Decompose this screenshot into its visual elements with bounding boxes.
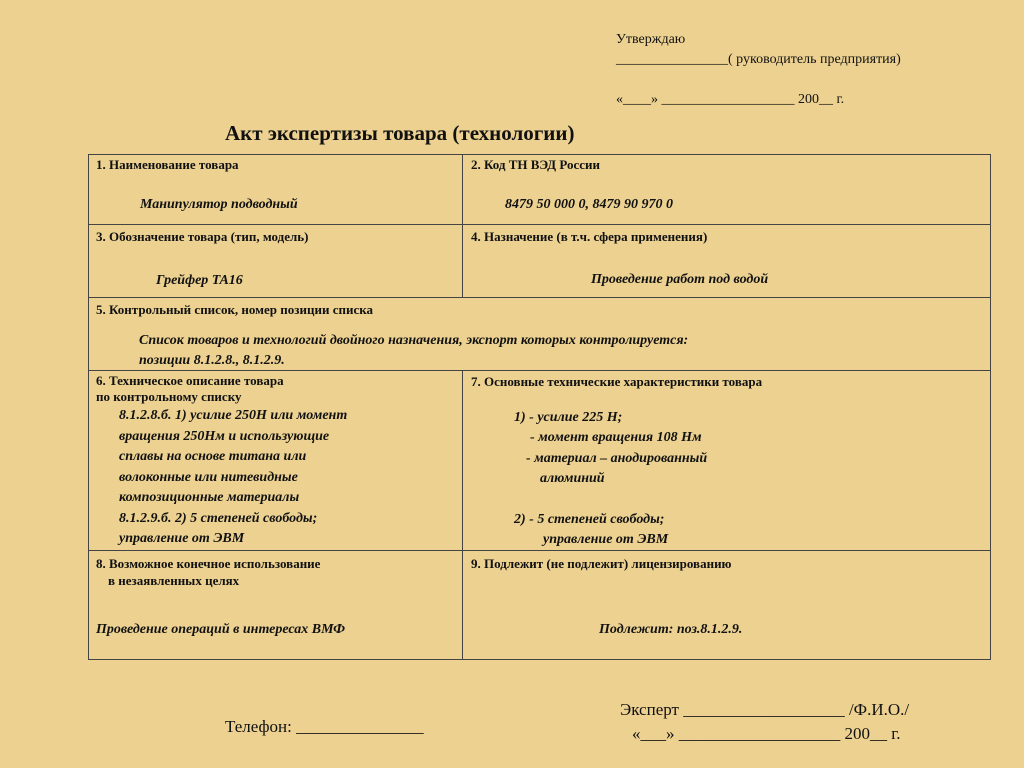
cell-4-header: 4. Назначение (в т.ч. сфера применения) [471,229,708,244]
table-rule-top [88,154,991,155]
cell-8-header-line: 8. Возможное конечное использование [96,556,321,571]
cell-3-header: 3. Обозначение товара (тип, модель) [96,229,309,244]
table-rule-row4 [88,550,991,551]
expertise-table [88,154,991,660]
table-rule-right [990,154,991,660]
table-rule-bottom [88,659,991,660]
cell-7-value-line: - момент вращения 108 Нм [530,430,702,445]
expert-date-line: «___» ___________________ 200__ г. [632,724,901,743]
cell-7-header: 7. Основные технические характеристики товара [471,374,763,389]
cell-5-header: 5. Контрольный список, номер позиции списка [96,302,374,317]
cell-8-header-line: в незаявленных целях [108,573,240,588]
phone-line: Телефон: _______________ [225,717,424,736]
cell-6-header-line: 6. Техническое описание товара [96,373,284,388]
cell-5-value-line: Список товаров и технологий двойного назначения, экспорт которых контролируется: [139,333,689,348]
cell-6-value-line: волоконные или нитевидные [119,470,298,485]
document-title: Акт экспертизы товара (технологии) [225,121,575,145]
approval-label: Утверждаю [616,32,686,47]
table-rule-left [88,154,89,660]
approval-date-line: «____» ___________________ 200__ г. [616,92,845,107]
table-rule-row1 [88,224,991,225]
cell-7-value-line: алюминий [540,471,605,486]
cell-5-value-line: позиции 8.1.2.8., 8.1.2.9. [139,353,285,368]
cell-2-value: 8479 50 000 0, 8479 90 970 0 [505,197,673,212]
cell-6-header-line: по контрольному списку [96,389,242,404]
cell-2-header: 2. Код ТН ВЭД России [471,157,600,172]
cell-3-value: Грейфер ТА16 [156,273,243,288]
table-rule-mid-b [462,370,463,660]
cell-1-value: Манипулятор подводный [140,197,298,212]
cell-7-value-line: - материал – анодированный [526,451,708,466]
cell-7-value-line: 2) - 5 степеней свободы; [514,512,665,527]
cell-6-value-line: 8.1.2.9.б. 2) 5 степеней свободы; [119,511,318,526]
expert-signature-line: Эксперт ___________________ /Ф.И.О./ [620,700,910,719]
cell-4-value: Проведение работ под водой [591,272,769,287]
cell-9-header: 9. Подлежит (не подлежит) лицензированию [471,556,732,571]
cell-6-value-line: вращения 250Нм и использующие [119,429,330,444]
cell-1-header: 1. Наименование товара [96,157,239,172]
table-rule-row2 [88,297,991,298]
cell-6-value-line: 8.1.2.8.б. 1) усилие 250Н или момент [119,408,348,423]
cell-9-value: Подлежит: поз.8.1.2.9. [599,622,743,637]
cell-8-value: Проведение операций в интересах ВМФ [96,622,346,637]
cell-6-value-line: сплавы на основе титана или [119,449,307,464]
cell-7-value-line: управление от ЭВМ [543,532,669,547]
approval-signature-line: ________________( руководитель предприятия) [616,52,901,67]
cell-7-value-line: 1) - усилие 225 Н; [514,410,623,425]
cell-6-value-line: управление от ЭВМ [119,531,245,546]
cell-6-value-line: композиционные материалы [119,490,300,505]
table-rule-mid-a [462,154,463,297]
